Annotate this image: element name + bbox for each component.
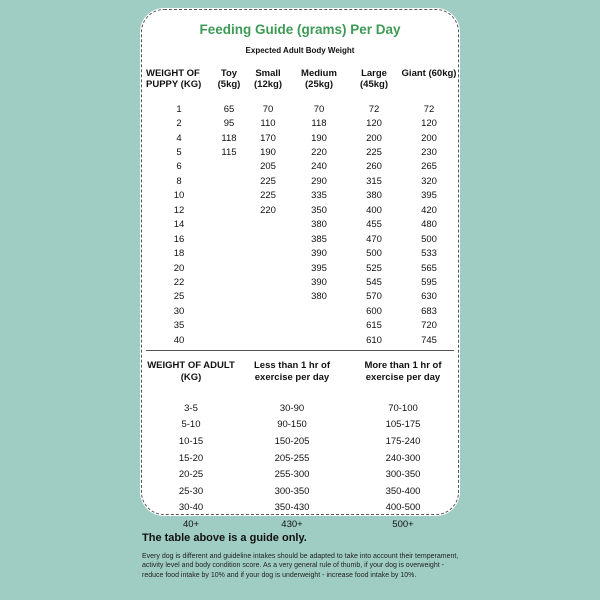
table-cell: 400-500 [385,502,421,514]
table-cell: 10-15 [178,435,204,447]
table-cell: 6 [176,161,182,173]
table-cell: 14 [173,219,185,231]
table-cell: 120 [366,118,382,130]
table-cell: 500 [366,248,382,260]
table-cell: 115 [221,147,237,159]
table-row [146,218,458,232]
table-cell: 15-20 [178,452,204,464]
table-cell: 118 [311,118,327,130]
card-title: Feeding Guide (grams) Per Day [199,22,401,37]
table-cell: 95 [223,118,235,130]
table-cell: 170 [260,132,276,144]
table-cell: 5 [176,147,182,159]
table-row [146,261,458,275]
table-cell: 4 [176,132,182,144]
table-row [146,160,458,174]
table-cell: 500+ [392,518,414,530]
table-cell: 533 [421,248,437,260]
table-cell: 430+ [281,518,303,530]
table-cell: 1 [176,103,182,115]
table-row [146,319,458,333]
table-cell: 70 [313,103,325,115]
table-cell: 320 [421,175,437,187]
table-row [146,116,458,130]
table-cell: 455 [366,219,382,231]
table-row [146,516,458,533]
table-row [146,417,458,434]
table-cell: 300-350 [274,485,310,497]
card-subtitle: Expected Adult Body Weight [245,46,355,55]
puppy-table-body [146,102,458,347]
header-small: Small (12kg) [254,68,282,90]
table-cell: 105-175 [385,419,421,431]
table-row [146,304,458,318]
table-cell: 525 [366,262,382,274]
table-cell: 70-100 [388,402,418,414]
table-row [146,290,458,304]
table-cell: 600 [366,305,382,317]
table-cell: 205 [260,161,276,173]
table-cell: 120 [421,118,437,130]
table-cell: 30 [173,305,185,317]
table-row [146,333,458,347]
table-row [146,232,458,246]
table-cell: 20 [173,262,185,274]
table-cell: 65 [223,103,235,115]
table-divider [146,350,454,351]
table-cell: 25-30 [178,485,204,497]
adult-feeding-table [146,360,458,533]
table-cell: 565 [421,262,437,274]
table-cell: 225 [260,175,276,187]
table-cell: 72 [423,103,435,115]
table-cell: 615 [366,320,382,332]
table-cell: 380 [366,190,382,202]
header-less-exercise: Less than 1 hr of exercise per day [253,360,330,383]
table-cell: 190 [311,132,327,144]
table-cell: 22 [173,276,185,288]
header-toy: Toy (5kg) [217,68,241,90]
header-large: Large (45kg) [360,68,388,90]
table-row [146,102,458,116]
table-cell: 570 [366,291,382,303]
note-body: Every dog is different and guideline intakes should be adapted to take into account their temperament, activity level and body condition score. As a very general rule of thumb, if your dog is overweight - reduce food intake by 10% and if your dog is underweight - increase food intake by 10%. [142,553,459,579]
table-cell: 190 [260,147,276,159]
header-giant: Giant (60kg) [401,68,457,79]
table-row [146,500,458,517]
header-medium: Medium (25kg) [301,68,337,90]
feeding-guide-card [140,8,460,530]
table-row [146,433,458,450]
table-cell: 420 [421,204,437,216]
table-cell: 10 [173,190,185,202]
table-cell: 16 [173,233,185,245]
table-cell: 720 [421,320,437,332]
table-cell: 335 [311,190,327,202]
puppy-table-header [146,68,458,102]
table-row [146,246,458,260]
table-cell: 220 [311,147,327,159]
puppy-feeding-table [146,68,458,347]
table-cell: 240-300 [385,452,421,464]
table-row [146,450,458,467]
table-cell: 40 [173,334,185,346]
table-cell: 260 [366,161,382,173]
table-cell: 470 [366,233,382,245]
table-cell: 200 [366,132,382,144]
table-cell: 220 [260,204,276,216]
table-row [146,400,458,417]
table-cell: 350 [311,204,327,216]
table-row [146,275,458,289]
table-cell: 630 [421,291,437,303]
table-cell: 175-240 [385,435,421,447]
table-cell: 25 [173,291,185,303]
table-cell: 2 [176,118,182,130]
table-cell: 265 [421,161,437,173]
table-cell: 683 [421,305,437,317]
table-cell: 500 [421,233,437,245]
table-cell: 30-40 [178,502,204,514]
table-cell: 200 [421,132,437,144]
table-cell: 290 [311,175,327,187]
table-cell: 3-5 [184,402,198,414]
table-cell: 240 [311,161,327,173]
header-weight-of-adult: WEIGHT OF ADULT (KG) [147,360,235,383]
table-cell: 350-400 [385,485,421,497]
table-cell: 230 [421,147,437,159]
table-cell: 545 [366,276,382,288]
adult-table-header [146,360,458,400]
table-cell: 70 [262,103,274,115]
table-row [146,189,458,203]
table-cell: 35 [173,320,185,332]
table-cell: 350-430 [274,502,310,514]
header-weight-of-puppy: WEIGHT OF PUPPY (KG) [146,68,202,90]
table-cell: 390 [311,276,327,288]
table-cell: 300-350 [385,469,421,481]
table-row [146,131,458,145]
table-cell: 225 [366,147,382,159]
table-cell: 8 [176,175,182,187]
table-cell: 480 [421,219,437,231]
table-cell: 18 [173,248,185,260]
table-cell: 395 [311,262,327,274]
table-cell: 225 [260,190,276,202]
table-cell: 118 [221,132,237,144]
table-cell: 12 [173,204,185,216]
table-row [146,466,458,483]
table-row [146,483,458,500]
table-cell: 610 [366,334,382,346]
table-cell: 595 [421,276,437,288]
table-cell: 255-300 [274,469,310,481]
table-cell: 380 [311,291,327,303]
table-row [146,203,458,217]
note-title: The table above is a guide only. [142,532,307,544]
table-cell: 400 [366,204,382,216]
table-row [146,145,458,159]
table-row [146,174,458,188]
table-cell: 205-255 [274,452,310,464]
table-cell: 380 [311,219,327,231]
adult-table-body [146,400,458,533]
table-cell: 20-25 [178,469,204,481]
table-cell: 385 [311,233,327,245]
header-more-exercise: More than 1 hr of exercise per day [364,360,442,383]
table-cell: 5-10 [181,419,201,431]
table-cell: 150-205 [274,435,310,447]
table-cell: 745 [421,334,437,346]
table-cell: 72 [368,103,380,115]
table-cell: 315 [366,175,382,187]
table-cell: 110 [260,118,276,130]
table-cell: 90-150 [277,419,307,431]
table-cell: 390 [311,248,327,260]
table-cell: 395 [421,190,437,202]
table-cell: 30-90 [279,402,305,414]
table-cell: 40+ [182,518,200,530]
